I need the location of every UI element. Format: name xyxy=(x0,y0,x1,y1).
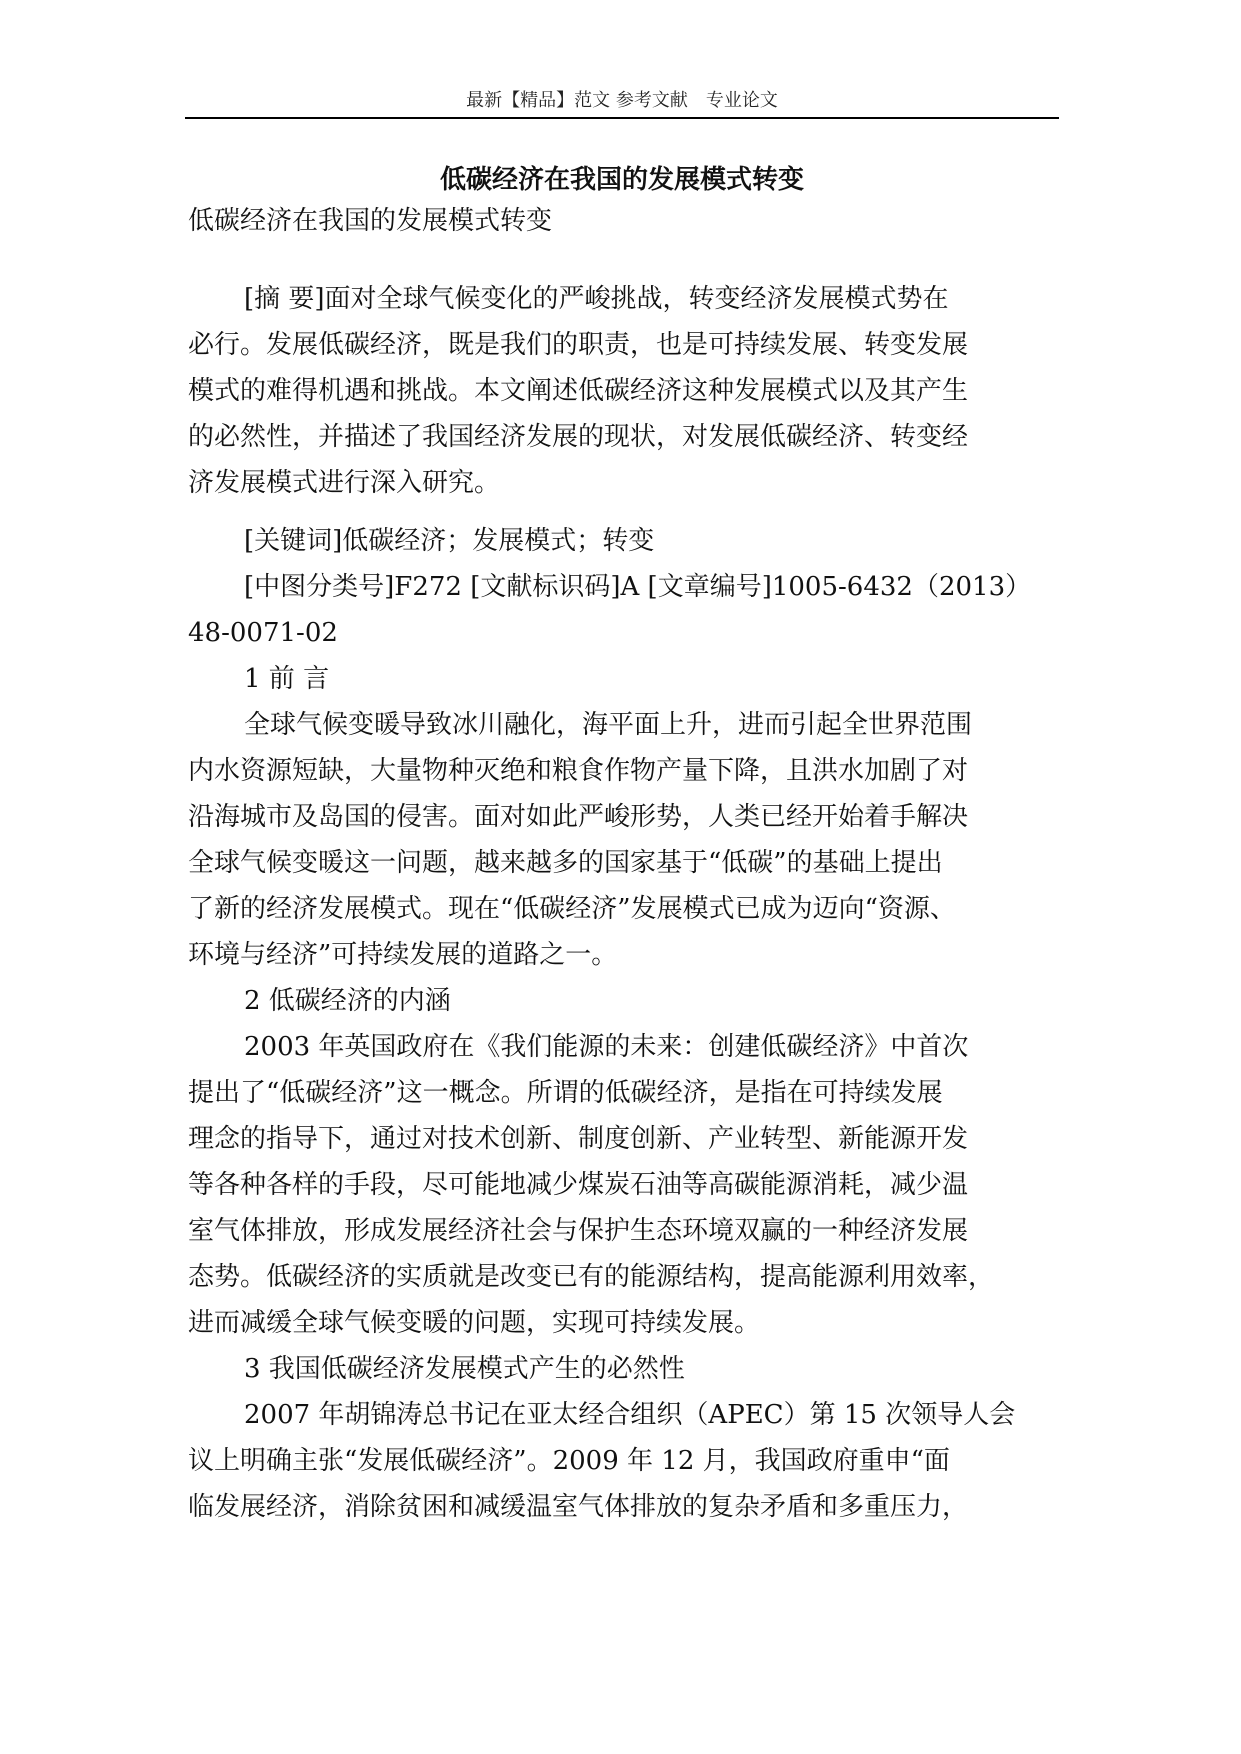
paragraph-line: 2003 年英国政府在《我们能源的未来：创建低碳经济》中首次 xyxy=(244,1032,969,1062)
paragraph-line: 2007 年胡锦涛总书记在亚太经合组织（APEC）第 15 次领导人会 xyxy=(244,1400,1016,1430)
paragraph-line: 态势。低碳经济的实质就是改变已有的能源结构，提高能源利用效率， xyxy=(188,1262,995,1292)
subtitle-text: 低碳经济在我国的发展模式转变 xyxy=(188,206,553,236)
paragraph-line: 全球气候变暖这一问题，越来越多的国家基于“低碳”的基础上提出 xyxy=(188,848,943,878)
paragraph-line: 议上明确主张“发展低碳经济”。2009 年 12 月，我国政府重申“面 xyxy=(188,1446,950,1476)
paragraph-line: 内水资源短缺，大量物种灭绝和粮食作物产量下降，且洪水加剧了对 xyxy=(188,756,969,786)
paragraph-line: 全球气候变暖导致冰川融化，海平面上升，进而引起全世界范围 xyxy=(244,710,973,740)
paragraph-line: 临发展经济，消除贫困和减缓温室气体排放的复杂矛盾和多重压力， xyxy=(188,1492,969,1522)
subtitle xyxy=(188,198,1068,244)
paragraph-line: 等各种各样的手段，尽可能地减少煤炭石油等高碳能源消耗，减少温 xyxy=(188,1170,969,1200)
abstract-line: [摘 要]面对全球气候变化的严峻挑战，转变经济发展模式势在 xyxy=(244,284,949,314)
paragraph-line: 提出了“低碳经济”这一概念。所谓的低碳经济，是指在可持续发展 xyxy=(188,1078,943,1108)
abstract-line: 必行。发展低碳经济，既是我们的职责，也是可持续发展、转变发展 xyxy=(188,330,969,360)
section-heading: 1 前 言 xyxy=(244,664,330,694)
page-header: 最新【精品】范文 参考文献 专业论文 xyxy=(466,90,778,111)
abstract-line: 济发展模式进行深入研究。 xyxy=(188,468,501,498)
metadata-block xyxy=(188,518,1068,1530)
document-title: 低碳经济在我国的发展模式转变 xyxy=(439,165,804,195)
paragraph-line: 室气体排放，形成发展经济社会与保护生态环境双赢的一种经济发展 xyxy=(188,1216,969,1246)
paragraph-line: 理念的指导下，通过对技术创新、制度创新、产业转型、新能源开发 xyxy=(188,1124,969,1154)
abstract xyxy=(188,276,1068,506)
section-heading: 3 我国低碳经济发展模式产生的必然性 xyxy=(244,1354,685,1384)
classification-line: [中图分类号]F272 [文献标识码]A [文章编号]1005-6432（2013） xyxy=(244,572,1032,602)
paragraph-line: 环境与经济”可持续发展的道路之一。 xyxy=(188,940,618,970)
classification-line: 48-0071-02 xyxy=(188,618,338,648)
abstract-line: 模式的难得机遇和挑战。本文阐述低碳经济这种发展模式以及其产生 xyxy=(188,376,969,406)
paragraph-line: 进而减缓全球气候变暖的问题，实现可持续发展。 xyxy=(188,1308,761,1338)
abstract-line: 的必然性，并描述了我国经济发展的现状，对发展低碳经济、转变经 xyxy=(188,422,969,452)
keywords: [关键词]低碳经济；发展模式；转变 xyxy=(244,526,655,556)
section-heading: 2 低碳经济的内涵 xyxy=(244,986,451,1016)
paragraph-line: 了新的经济发展模式。现在“低碳经济”发展模式已成为迈向“资源、 xyxy=(188,894,956,924)
paragraph-line: 沿海城市及岛国的侵害。面对如此严峻形势，人类已经开始着手解决 xyxy=(188,802,969,832)
header-divider xyxy=(185,117,1059,119)
